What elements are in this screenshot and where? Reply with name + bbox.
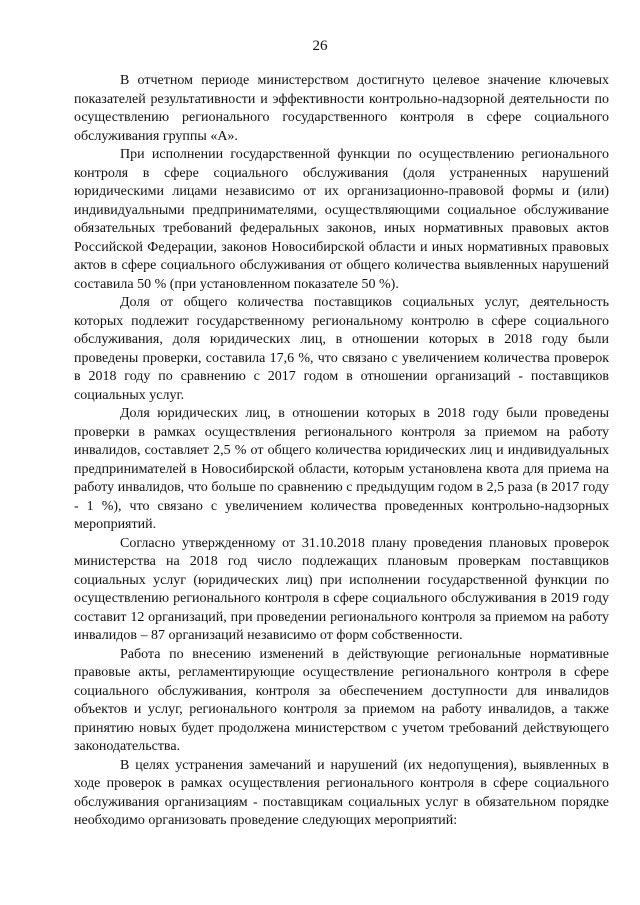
- paragraph: Доля юридических лиц, в отношении которых в 2018 году были проведены проверки в рамках осуществления регионального контроля за приемом на работу инвалидов, составляет 2,5 % от общего количества юридических лиц и индивидуальных предпринимателей в Новосибирской области, которым установлена квота для приема на работу инвалидов, что больше по сравнению с предыдущим годом в 2,5 раза (в 2017 году - 1 %), что связано с увеличением количества проведенных контрольно-надзорных мероприятий.: [74, 406, 609, 532]
- paragraph: Согласно утвержденному от 31.10.2018 плану проведения плановых проверок министерства на 2018 год число подлежащих плановым проверкам поставщиков социальных услуг (юридических лиц) при исполнении государственной функции по осуществлению регионального контроля в сфере социального обслуживания в 2019 году составит 12 организаций, при проведении регионального контроля за приемом на работу инвалидов – 87 организаций независимо от форм собственности.: [74, 535, 609, 643]
- document-body: [74, 72, 609, 831]
- page-number: 26: [312, 38, 328, 54]
- paragraph: В отчетном периоде министерством достигнуто целевое значение ключевых показателей результативности и эффективности контрольно-надзорной деятельности по осуществлению регионального государственного контроля в сфере социального обслуживания группы «А».: [74, 73, 609, 144]
- paragraph: Работа по внесению изменений в действующие региональные нормативные правовые акты, регламентирующие осуществление регионального контроля в сфере социального обслуживания, контроля за обеспечением доступности для инвалидов объектов и услуг, регионального контроля за приемом на работу инвалидов, а также принятию новых будет продолжена министерством с учетом требований действующего законодательства.: [74, 646, 609, 754]
- paragraph: При исполнении государственной функции по осуществлению регионального контроля в сфере социального обслуживания (доля устраненных нарушений юридическими лицами независимо от их организационно-правовой формы и (или) индивидуальными предпринимателями, осуществляющими социальное обслуживание обязательных требований федеральных законов, иных нормативных правовых актов Российской Федерации, законов Новосибирской области и иных нормативных правовых актов в сфере социального обслуживания от общего количества выявленных нарушений составила 50 % (при установленном показателе 50 %).: [74, 147, 609, 292]
- paragraph: Доля от общего количества поставщиков социальных услуг, деятельность которых подлежит государственному региональному контролю в сфере социального обслуживания, доля юридических лиц, в отношении которых в 2018 году были проведены проверки, составила 17,6 %, что связано с увеличением количества проверок в 2018 году по сравнению с 2017 годом в отношении организаций - поставщиков социальных услуг.: [74, 295, 609, 403]
- paragraph: В целях устранения замечаний и нарушений (их недопущения), выявленных в ходе проверок в рамках осуществления регионального контроля в сфере социального обслуживания организациям - поставщикам социальных услуг в обязательном порядке необходимо организовать проведение следующих мероприятий:: [74, 757, 609, 828]
